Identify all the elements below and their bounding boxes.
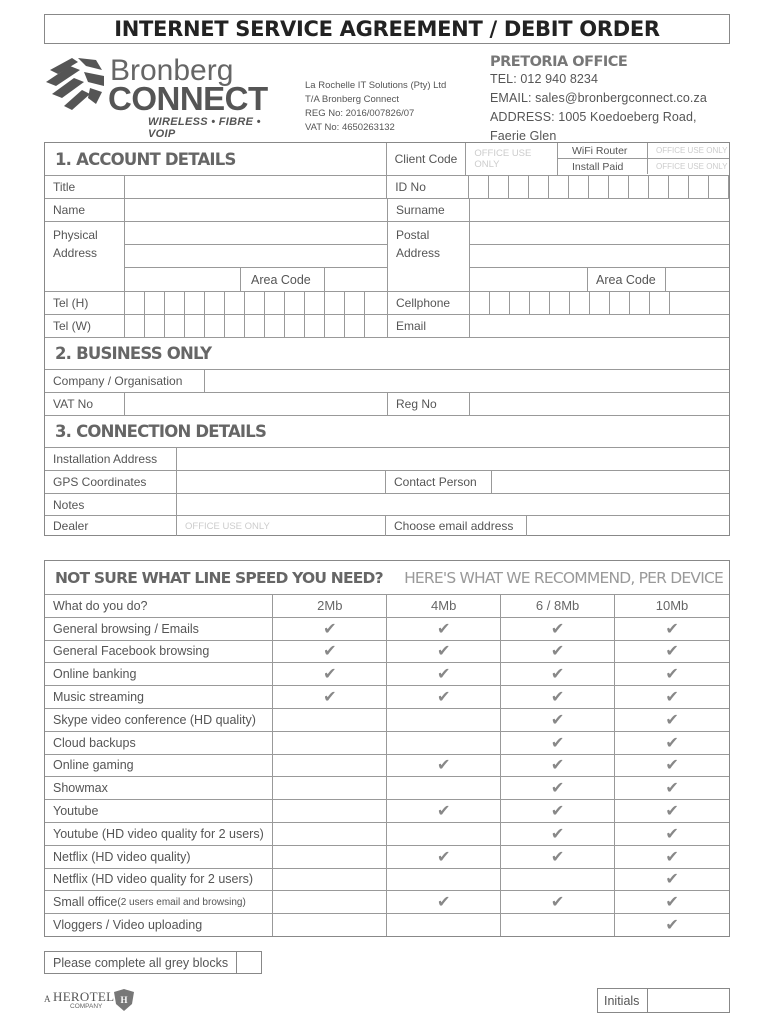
speed-cell xyxy=(273,891,387,913)
table-header-row xyxy=(45,594,729,617)
speed-cell xyxy=(615,732,729,754)
account-heading: 1. ACCOUNT DETAILS xyxy=(45,143,387,175)
office-heading: PRETORIA OFFICE xyxy=(490,54,628,70)
row-label-note: (2 users email and browsing) xyxy=(117,896,246,908)
table-row xyxy=(45,822,729,845)
physical-address-line1[interactable] xyxy=(125,222,387,245)
check-icon: ✔ xyxy=(550,689,565,707)
table-row xyxy=(45,845,729,868)
physical-label: Physical xyxy=(53,228,98,242)
id-no-field[interactable] xyxy=(469,176,729,198)
company-line: VAT No: 4650263132 xyxy=(305,122,395,133)
table-row xyxy=(45,776,729,799)
speed-heading-right: HERE'S WHAT WE RECOMMEND, PER DEVICE xyxy=(404,568,723,587)
check-icon: ✔ xyxy=(550,780,565,798)
speed-cell xyxy=(615,709,729,731)
table-row xyxy=(45,754,729,777)
check-icon: ✔ xyxy=(550,666,565,684)
speed-cell xyxy=(273,663,387,685)
speed-cell xyxy=(387,823,501,845)
table-row xyxy=(45,799,729,822)
company-line: La Rochelle IT Solutions (Pty) Ltd xyxy=(305,80,447,91)
office-use-label: OFFICE USE ONLY xyxy=(656,162,728,171)
reg-field[interactable] xyxy=(470,393,729,415)
grey-blocks-note xyxy=(44,951,262,974)
row-label-text: Online gaming xyxy=(53,758,134,773)
check-icon: ✔ xyxy=(665,871,679,889)
business-heading: 2. BUSINESS ONLY xyxy=(55,344,212,363)
notes-label: Notes xyxy=(45,494,177,515)
speed-cell xyxy=(273,800,387,822)
row-label-text: Youtube (HD video quality for 2 users) xyxy=(53,826,264,841)
tel-h-field[interactable] xyxy=(125,292,388,314)
row-label-text: Cloud backups xyxy=(53,735,136,750)
postal-label: Postal xyxy=(396,228,430,242)
postal-area-code-label: Area Code xyxy=(588,268,666,291)
column-header: 2Mb xyxy=(273,595,387,617)
install-address-field[interactable] xyxy=(177,448,729,470)
speed-cell xyxy=(387,914,501,936)
speed-cell xyxy=(273,755,387,777)
logo-line1: Bronberg xyxy=(110,54,234,87)
speed-cell xyxy=(615,641,729,663)
check-icon: ✔ xyxy=(665,620,679,638)
details-form xyxy=(44,142,730,536)
postal-address-line3[interactable] xyxy=(470,268,588,291)
check-icon: ✔ xyxy=(665,894,679,912)
row-label xyxy=(45,641,273,663)
speed-cell xyxy=(273,709,387,731)
office-tel: TEL: 012 940 8234 xyxy=(490,72,599,86)
check-icon: ✔ xyxy=(323,666,337,684)
client-code-label: Client Code xyxy=(387,143,467,175)
check-icon: ✔ xyxy=(550,711,565,729)
check-icon: ✔ xyxy=(323,620,337,638)
herotel-company: COMPANY xyxy=(70,1003,103,1010)
initials-box xyxy=(597,988,730,1013)
connection-heading: 3. CONNECTION DETAILS xyxy=(55,422,267,441)
table-row xyxy=(45,868,729,891)
speed-cell xyxy=(615,686,729,708)
row-label xyxy=(45,732,273,754)
check-icon: ✔ xyxy=(323,643,337,661)
install-paid-field[interactable] xyxy=(648,159,729,174)
row-label xyxy=(45,663,273,685)
speed-cell xyxy=(501,800,615,822)
speed-cell xyxy=(615,869,729,891)
check-icon: ✔ xyxy=(437,689,451,707)
speed-cell xyxy=(501,709,615,731)
check-icon: ✔ xyxy=(665,711,679,729)
gps-label: GPS Coordinates xyxy=(45,471,177,493)
postal-address-label: Address xyxy=(396,246,441,260)
name-label: Name xyxy=(45,199,125,221)
speed-cell xyxy=(615,618,729,640)
table-row xyxy=(45,640,729,663)
title-label: Title xyxy=(45,176,125,198)
herotel-logo xyxy=(44,988,154,1014)
postal-area-code-field[interactable] xyxy=(666,268,729,291)
check-icon: ✔ xyxy=(665,803,679,821)
row-label-text: General Facebook browsing xyxy=(53,644,210,659)
speed-cell xyxy=(387,777,501,799)
speed-cell xyxy=(273,618,387,640)
company-line: T/A Bronberg Connect xyxy=(305,94,399,105)
row-label-text: Vloggers / Video uploading xyxy=(53,918,203,933)
speed-cell xyxy=(501,663,615,685)
row-label xyxy=(45,869,273,891)
row-label-text: Netflix (HD video quality) xyxy=(53,849,191,864)
row-label xyxy=(45,755,273,777)
document-title: INTERNET SERVICE AGREEMENT / DEBIT ORDER xyxy=(44,14,730,44)
company-label: Company / Organisation xyxy=(45,370,205,392)
row-label xyxy=(45,618,273,640)
cellphone-field[interactable] xyxy=(470,292,670,314)
wifi-router-label: WiFi Router xyxy=(558,143,648,158)
check-icon: ✔ xyxy=(665,825,679,843)
row-label xyxy=(45,800,273,822)
check-icon: ✔ xyxy=(323,689,337,707)
contact-field[interactable] xyxy=(492,471,729,493)
speed-cell xyxy=(387,732,501,754)
check-icon: ✔ xyxy=(437,666,451,684)
check-icon: ✔ xyxy=(665,780,679,798)
cellphone-label: Cellphone xyxy=(388,292,470,314)
speed-cell xyxy=(273,686,387,708)
speed-cell xyxy=(387,891,501,913)
table-row xyxy=(45,685,729,708)
speed-cell xyxy=(615,846,729,868)
check-icon: ✔ xyxy=(665,689,679,707)
check-icon: ✔ xyxy=(550,848,565,866)
row-label xyxy=(45,823,273,845)
name-field[interactable] xyxy=(125,199,388,221)
choose-email-field[interactable] xyxy=(527,516,729,536)
reg-label: Reg No xyxy=(388,393,470,415)
speed-cell xyxy=(501,618,615,640)
speed-cell xyxy=(387,755,501,777)
row-label-text: Youtube xyxy=(53,804,99,819)
check-icon: ✔ xyxy=(437,848,451,866)
speed-cell xyxy=(387,618,501,640)
speed-cell xyxy=(273,914,387,936)
table-row xyxy=(45,913,729,936)
physical-area-code-field[interactable] xyxy=(325,268,387,291)
row-label xyxy=(45,686,273,708)
note-text: Please complete all grey blocks xyxy=(45,952,237,973)
check-icon: ✔ xyxy=(550,643,565,661)
speed-cell xyxy=(615,823,729,845)
bronberg-logo xyxy=(44,52,284,140)
row-label-text: Small office xyxy=(53,895,118,910)
check-icon: ✔ xyxy=(437,643,451,661)
speed-cell xyxy=(615,800,729,822)
physical-address-label: Address xyxy=(53,246,98,260)
speed-cell xyxy=(387,686,501,708)
gps-field[interactable] xyxy=(177,471,386,493)
check-icon: ✔ xyxy=(550,757,565,775)
speed-cell xyxy=(615,663,729,685)
dealer-field[interactable] xyxy=(177,516,386,536)
speed-cell xyxy=(615,891,729,913)
postal-address-line2[interactable] xyxy=(470,245,729,268)
contact-label: Contact Person xyxy=(386,471,492,493)
row-label xyxy=(45,777,273,799)
postal-address-line1[interactable] xyxy=(470,222,729,245)
office-info xyxy=(490,54,735,146)
column-header: What do you do? xyxy=(45,595,273,617)
office-use-label: OFFICE USE ONLY xyxy=(474,148,532,170)
install-address-label: Installation Address xyxy=(45,448,177,470)
logo-tagline: WIRELESS • FIBRE • VOIP xyxy=(148,116,261,140)
column-header: 6 / 8Mb xyxy=(501,595,615,617)
speed-table xyxy=(44,560,730,937)
check-icon: ✔ xyxy=(550,734,565,752)
speed-cell xyxy=(273,846,387,868)
speed-cell xyxy=(387,869,501,891)
speed-cell xyxy=(501,755,615,777)
office-use-label: OFFICE USE ONLY xyxy=(185,520,270,532)
speed-cell xyxy=(501,823,615,845)
email-label: Email xyxy=(388,315,470,337)
email-field[interactable] xyxy=(470,315,729,337)
initials-field[interactable] xyxy=(648,989,729,1012)
check-icon: ✔ xyxy=(665,666,679,684)
speed-cell xyxy=(501,732,615,754)
row-label-text: Showmax xyxy=(53,781,108,796)
surname-field[interactable] xyxy=(470,199,729,221)
wifi-router-field[interactable] xyxy=(648,143,729,158)
herotel-shield-icon xyxy=(112,988,136,1012)
check-icon: ✔ xyxy=(550,894,565,912)
speed-cell xyxy=(273,732,387,754)
speed-cell xyxy=(501,891,615,913)
table-row xyxy=(45,617,729,640)
speed-cell xyxy=(501,846,615,868)
row-label-text: General browsing / Emails xyxy=(53,621,199,636)
check-icon: ✔ xyxy=(437,757,451,775)
speed-cell xyxy=(501,869,615,891)
row-label-text: Netflix (HD video quality for 2 users) xyxy=(53,872,254,887)
herotel-a: A xyxy=(44,994,51,1004)
vat-field[interactable] xyxy=(125,393,388,415)
choose-email-label: Choose email address xyxy=(386,516,527,536)
speed-cell xyxy=(615,777,729,799)
speed-cell xyxy=(387,663,501,685)
logo-line2: CONNECT xyxy=(108,80,268,117)
herotel-name: HEROTEL xyxy=(53,989,115,1004)
column-header: 10Mb xyxy=(655,598,689,614)
table-row xyxy=(45,662,729,685)
speed-cell xyxy=(501,641,615,663)
dealer-label: Dealer xyxy=(45,516,177,536)
vat-label: VAT No xyxy=(45,393,125,415)
check-icon: ✔ xyxy=(437,894,451,912)
table-row xyxy=(45,890,729,913)
column-header: 4Mb xyxy=(387,595,501,617)
speed-cell xyxy=(273,869,387,891)
check-icon: ✔ xyxy=(437,620,451,638)
row-label-text: Skype video conference (HD quality) xyxy=(53,712,256,727)
svg-text:H: H xyxy=(120,995,128,1005)
row-label-text: Online banking xyxy=(53,667,137,682)
company-line: REG No: 2016/007826/07 xyxy=(305,108,415,119)
speed-cell xyxy=(387,709,501,731)
speed-cell xyxy=(273,641,387,663)
physical-address-line3[interactable] xyxy=(125,268,241,291)
speed-cell xyxy=(387,800,501,822)
company-field[interactable] xyxy=(205,370,729,392)
surname-label: Surname xyxy=(388,199,470,221)
speed-cell xyxy=(615,755,729,777)
physical-area-code-label: Area Code xyxy=(241,268,325,291)
speed-cell xyxy=(615,914,729,936)
id-no-label: ID No xyxy=(387,176,469,198)
check-icon: ✔ xyxy=(665,643,679,661)
check-icon: ✔ xyxy=(665,757,679,775)
check-icon: ✔ xyxy=(665,917,679,935)
check-icon: ✔ xyxy=(550,803,565,821)
speed-cell xyxy=(387,641,501,663)
tel-w-field[interactable] xyxy=(125,315,388,337)
title-field[interactable] xyxy=(125,176,387,198)
install-paid-label: Install Paid xyxy=(558,159,648,174)
row-label xyxy=(45,891,273,913)
office-email: EMAIL: sales@bronbergconnect.co.za xyxy=(490,91,707,105)
row-label xyxy=(45,709,273,731)
speed-cell xyxy=(501,914,615,936)
initials-label: Initials xyxy=(598,989,648,1012)
speed-cell xyxy=(501,777,615,799)
check-icon: ✔ xyxy=(437,803,451,821)
check-icon: ✔ xyxy=(665,848,679,866)
tel-h-label: Tel (H) xyxy=(45,292,125,314)
speed-cell xyxy=(273,777,387,799)
row-label xyxy=(45,846,273,868)
globe-icon xyxy=(44,52,108,116)
speed-cell xyxy=(501,686,615,708)
check-icon: ✔ xyxy=(550,825,565,843)
table-row xyxy=(45,731,729,754)
office-use-label: OFFICE USE ONLY xyxy=(656,146,728,155)
office-address: ADDRESS: 1005 Koedoeberg Road, Faerie Glen xyxy=(490,110,697,143)
check-icon: ✔ xyxy=(665,734,679,752)
speed-cell xyxy=(387,846,501,868)
check-icon: ✔ xyxy=(550,620,565,638)
physical-address-line2[interactable] xyxy=(125,245,387,268)
row-label-text: Music streaming xyxy=(53,690,144,705)
table-row xyxy=(45,708,729,731)
tel-w-label: Tel (W) xyxy=(45,315,125,337)
notes-field[interactable] xyxy=(177,494,729,515)
speed-heading-left: NOT SURE WHAT LINE SPEED YOU NEED? xyxy=(55,568,383,587)
speed-cell xyxy=(273,823,387,845)
client-code-field[interactable] xyxy=(466,143,558,175)
company-info xyxy=(305,79,446,135)
row-label xyxy=(45,914,273,936)
